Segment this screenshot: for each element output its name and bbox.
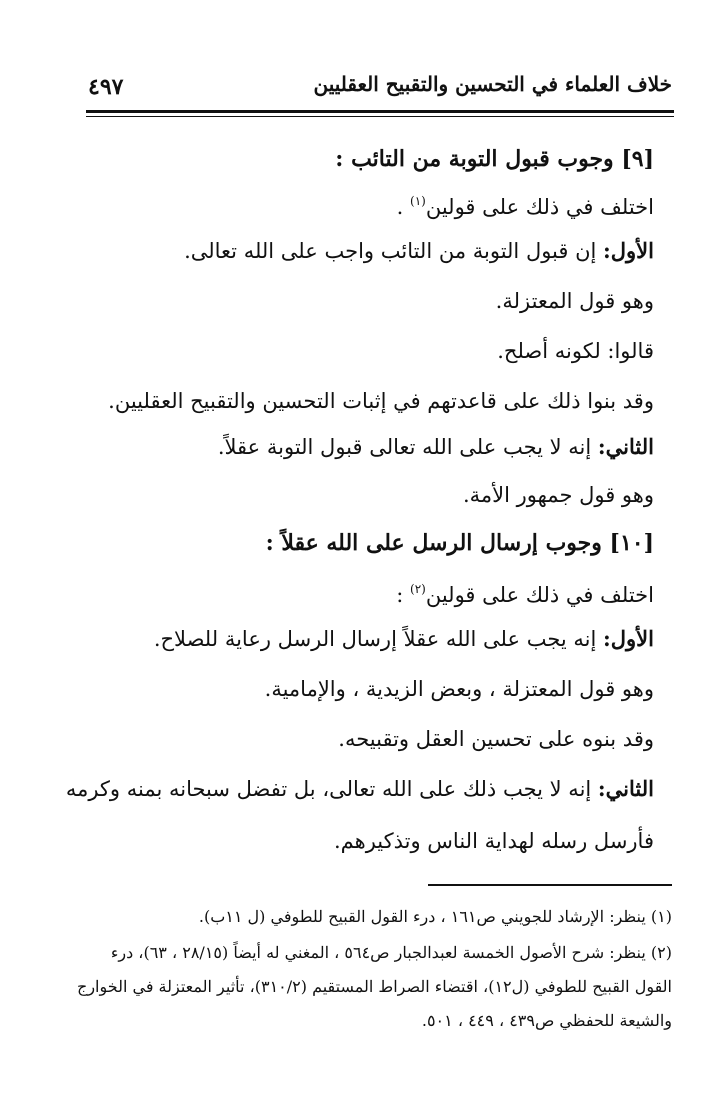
section-9-intro: اختلف في ذلك على قولين$^{(١)}$ . [396, 194, 654, 219]
section-10-second-opinion: الثاني: إنه لا يجب ذلك على الله تعالى، بل تفضل سبحانه بمنه وكرمه [65, 776, 654, 801]
footnote-2-line-3: والشيعة للحفظي ص٤٣٩ ، ٤٤٩ ، ٥٠١. [421, 1011, 672, 1030]
section-9-heading: [٩] وجوب قبول التوبة من التائب : [335, 146, 654, 172]
header-rule-thin [86, 116, 674, 117]
section-10-first-opinion: الأول: إنه يجب على الله عقلاً إرسال الرسل رعاية للصلاح. [153, 626, 654, 651]
footnote-1: (١) ينظر: الإرشاد للجويني ص١٦١ ، درء القول القبيح للطوفي (ل ١١ب). [198, 907, 672, 926]
section-10-intro: اختلف في ذلك على قولين$^{(٢)}$ : [396, 582, 654, 607]
section-10-basis: وقد بنوه على تحسين العقل وتقبيحه. [338, 727, 654, 751]
section-9-second-opinion: الثاني: إنه لا يجب على الله تعالى قبول التوبة عقلاً. [217, 434, 654, 459]
section-10-heading: [١٠] وجوب إرسال الرسل على الله عقلاً : [265, 530, 654, 556]
section-9-qalu: قالوا: لكونه أصلح. [497, 339, 654, 363]
header-rule-thick [86, 110, 674, 113]
footnote-ref-2: (٢) [410, 582, 426, 596]
footnote-2-line-1: (٢) ينظر: شرح الأصول الخمسة لعبدالجبار ص٥٦٤ ، المغني له أيضاً (٢٨/١٥ ، ٦٣)، درء [110, 943, 672, 962]
footnote-2-line-2: القول القبيح للطوفي (ل١٢)، اقتضاء الصراط المستقيم (٣١٠/٢)، تأثير المعتزلة في الخوارج [76, 977, 672, 996]
running-header [88, 72, 672, 108]
section-10-second-opinion-cont: فأرسل رسله لهداية الناس وتذكيرهم. [333, 829, 654, 853]
section-9-first-opinion: الأول: إن قبول التوبة من التائب واجب على الله تعالى. [184, 238, 654, 263]
footnote-ref-1: (١) [410, 194, 426, 208]
section-9-basis: وقد بنوا ذلك على قاعدتهم في إثبات التحسين والتقبيح العقليين. [108, 389, 654, 413]
page-number: ٤٩٧ [88, 74, 124, 100]
section-9-majority: وهو قول جمهور الأمة. [462, 483, 654, 507]
header-title: خلاف العلماء في التحسين والتقبيح العقليين [313, 72, 672, 96]
section-9-mutazila: وهو قول المعتزلة. [495, 289, 654, 313]
footnote-separator [428, 884, 672, 886]
section-10-holders: وهو قول المعتزلة ، وبعض الزيدية ، والإمامية. [264, 677, 654, 701]
